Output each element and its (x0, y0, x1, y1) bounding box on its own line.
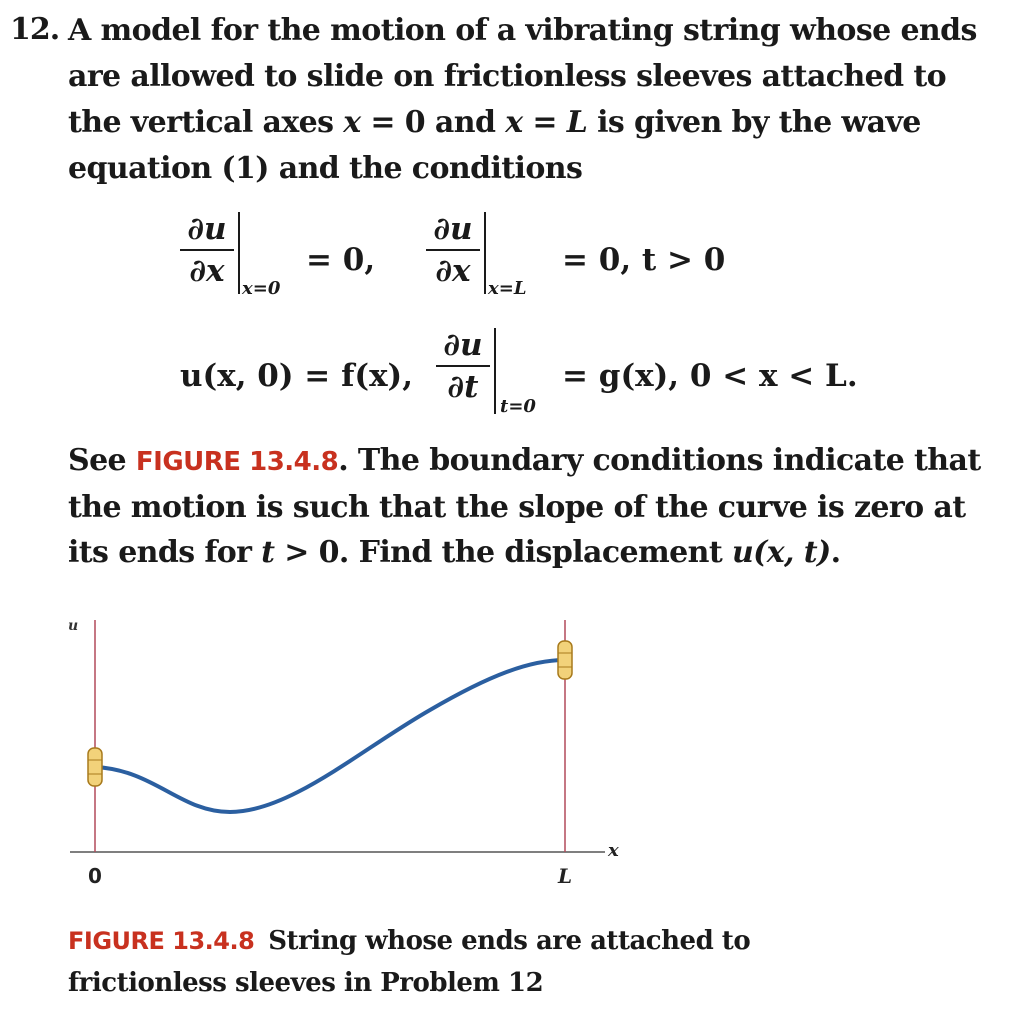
equation-r2-start: u(x, 0) = f(x), (180, 358, 414, 394)
math-displacement: u(x, t) (731, 535, 831, 570)
partial-derivative-du-dx (180, 212, 234, 288)
tick-label-L: L (558, 864, 573, 888)
figure-caption (68, 920, 788, 1004)
fraction-denominator: ∂x (189, 253, 225, 289)
caption-label: FIGURE 13.4.8 (68, 927, 255, 955)
intro-text-2: = 0 and (360, 105, 506, 140)
string-figure (60, 600, 640, 900)
intro-text-1: A model for the motion of a vibrating string whose ends are allowed to slide on frictionless sleeves attached to the vertical axes (68, 13, 977, 140)
caption-text: String whose ends are attached to frictionless sleeves in Problem 12 (68, 926, 751, 998)
outro-text-4: . (830, 535, 841, 570)
problem-followup (68, 438, 988, 575)
right-sleeve (558, 641, 572, 679)
outro-text-3: > 0. Find the displacement (274, 535, 732, 570)
math-var-L: L (566, 105, 588, 140)
axis-label-x: x (608, 840, 619, 861)
fraction-denominator: ∂x (435, 253, 471, 289)
math-var-x: x (343, 105, 361, 140)
fraction-denominator: ∂t (447, 369, 479, 405)
partial-derivative-du-dx (426, 212, 480, 288)
fraction-numerator: ∂u (443, 327, 483, 363)
problem-statement (68, 8, 988, 192)
evaluation-bar (494, 328, 496, 414)
math-var-t: t (261, 535, 275, 570)
intro-text-3: = (522, 105, 567, 140)
fraction-numerator: ∂u (433, 211, 473, 247)
subscript-x-equals-0: x=0 (242, 278, 281, 299)
fraction-bar (426, 249, 480, 251)
fraction-bar (436, 365, 490, 367)
vibrating-string-curve (95, 660, 565, 812)
outro-text-2: . The boundary conditions indicate that the motion is such that the slope of the curve is zero at its ends for (68, 443, 981, 570)
figure-reference: FIGURE 13.4.8 (135, 447, 339, 477)
outro-text-1: See (68, 443, 136, 478)
axis-label-u: u (68, 618, 79, 634)
partial-derivative-du-dt (436, 328, 490, 404)
boundary-conditions (180, 208, 900, 428)
math-var-x: x (505, 105, 523, 140)
evaluation-bar (238, 212, 240, 294)
evaluation-bar (484, 212, 486, 294)
subscript-x-equals-L: x=L (488, 278, 527, 299)
equation-r1-mid: = 0, (306, 242, 376, 278)
intro-text-4: is given by the wave equation (1) and the conditions (68, 105, 921, 186)
equation-r2-end: = g(x), 0 < x < L. (562, 358, 858, 394)
problem-number: 12. (10, 12, 60, 47)
tick-label-0: 0 (88, 864, 102, 888)
fraction-bar (180, 249, 234, 251)
subscript-t-equals-0: t=0 (500, 396, 536, 417)
left-sleeve (88, 748, 102, 786)
equation-r1-end: = 0, t > 0 (562, 242, 726, 278)
fraction-numerator: ∂u (187, 211, 227, 247)
